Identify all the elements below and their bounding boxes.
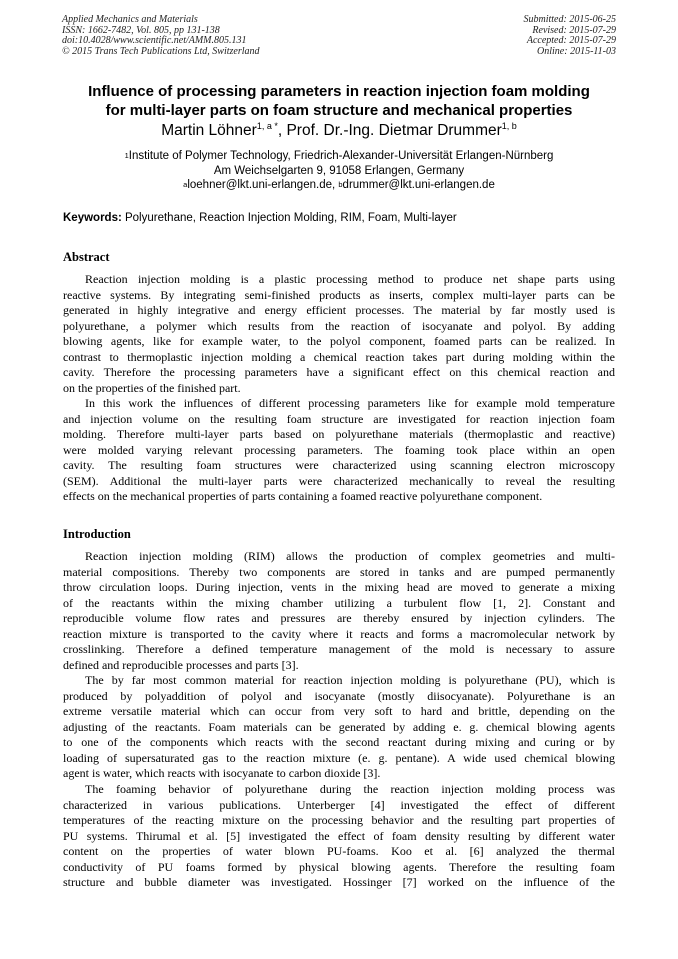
text-line: PU systems. Thirumal et al. [5] investigated the effect of foam density resulting by different water bbox=[63, 828, 615, 843]
abstract-paragraph-1 bbox=[63, 272, 615, 396]
text-line: agent is water, which reacts with isocyanate to carbon dioxide [3]. bbox=[63, 766, 381, 780]
date-submitted: Submitted: 2015-06-25 bbox=[523, 14, 616, 25]
email-mark-b: b bbox=[338, 180, 343, 189]
text-line: reaction mixture is transported to the cavity where it reacts and forms a macromolecular network by bbox=[63, 626, 615, 641]
affiliation-institute: Institute of Polymer Technology, Friedrich-Alexander-Universität Erlangen-Nürnberg bbox=[128, 150, 554, 162]
author-2-affiliation-mark: 1, b bbox=[501, 121, 517, 131]
text-line: were molded varying relevant processing parameters. The foaming took place within an open bbox=[63, 442, 615, 457]
text-line: reactive systems. By integrating semi-finished products as inserts, complex multi-layer parts can be bbox=[63, 287, 615, 302]
author-separator: , bbox=[277, 122, 287, 139]
text-line: throw circulation loops. During injection, vents in the mixing head are moved to generate a mixing bbox=[63, 580, 615, 594]
text-line: Reaction injection molding is a plastic processing method to produce net shape parts using bbox=[85, 272, 615, 286]
text-line: effects on the mechanical properties of parts containing a foamed reactive polyurethane component. bbox=[63, 489, 543, 503]
keywords-line bbox=[63, 212, 457, 224]
date-online: Online: 2015-11-03 bbox=[537, 45, 616, 57]
text-line: generated in highly integrative and energy efficient processes. The material by far mostly used is bbox=[63, 303, 615, 317]
affiliation-institute-line bbox=[40, 149, 638, 164]
text-line: cavity. Therefore the processing parameters have a significant effect on this chemical reaction and bbox=[63, 365, 615, 379]
text-line: defined and reproducible processes and parts [3]. bbox=[63, 657, 299, 672]
text-line: loading of supersaturated gas to the reaction mixture (e. g. pentane). A wide used chemical blowing bbox=[63, 750, 615, 765]
introduction-heading: Introduction bbox=[63, 527, 131, 541]
text-line: crosslinking. Therefore a defined temperature management of the mold is necessary to assure bbox=[63, 642, 615, 656]
text-line: adjusting of the reactants. Foam materials can be generated by adding e. g. chemical blowing agents bbox=[63, 719, 615, 734]
email-author-1: loehner@lkt.uni-erlangen.de, bbox=[187, 179, 339, 191]
text-line: and injection volume on the resulting foam structure are investigated for reaction injection foam bbox=[63, 411, 615, 426]
text-line: The foaming behavior of polyurethane during the reaction injection molding process was bbox=[85, 782, 615, 796]
text-line: to one of the components which reacts with the second reactant during mixing and curing or by bbox=[63, 735, 615, 749]
text-line: Reaction injection molding (RIM) allows the production of complex geometries and multi- bbox=[85, 549, 615, 563]
text-line: reproducible volume flow rates and pressures are thereby ensured by injection cylinders. The bbox=[63, 611, 615, 625]
email-mark-a: a bbox=[183, 180, 188, 189]
introduction-paragraph-3 bbox=[63, 782, 615, 891]
text-line: conductivity of PU foams formed by physical blowing agents. Therefore the resulting foam bbox=[63, 859, 615, 874]
text-line: material compositions. Thereby two components are stored in tanks and are pumped permanently bbox=[63, 564, 615, 579]
author-1: Martin Löhner bbox=[161, 122, 257, 139]
affiliation-emails bbox=[40, 178, 638, 193]
journal-copyright: © 2015 Trans Tech Publications Ltd, Switzerland bbox=[62, 45, 260, 57]
date-revised: Revised: 2015-07-29 bbox=[532, 24, 616, 36]
email-author-2: drummer@lkt.uni-erlangen.de bbox=[342, 179, 495, 191]
journal-name: Applied Mechanics and Materials bbox=[62, 14, 198, 25]
text-line: The by far most common material for reaction injection molding is polyurethane (PU), which is bbox=[85, 673, 615, 687]
journal-issn: ISSN: 1662-7482, Vol. 805, pp 131-138 bbox=[62, 24, 220, 36]
text-line: content on the properties of water blown PU-foams. Koo et al. [6] analyzed the thermal bbox=[63, 844, 615, 858]
text-line: molding. Therefore multi-layer parts based on polyurethane materials (thermoplastic and reactive) bbox=[63, 427, 615, 441]
affiliation-block bbox=[40, 149, 638, 193]
text-line: In this work the influences of different processing parameters like for example mold temperature bbox=[85, 396, 615, 410]
introduction-paragraph-1 bbox=[63, 549, 615, 673]
introduction-paragraph-2 bbox=[63, 673, 615, 782]
abstract-heading: Abstract bbox=[63, 250, 110, 264]
text-line: produced by polyaddition of polyol and isocyanate (mostly diisocyanate). Polyurethane is an bbox=[63, 688, 615, 703]
journal-doi: doi:10.4028/www.scientific.net/AMM.805.131 bbox=[62, 35, 247, 47]
affiliation-address: Am Weichselgarten 9, 91058 Erlangen, Germany bbox=[213, 164, 465, 177]
text-line: characterized in various publications. Unterberger [4] investigated the effect of different bbox=[63, 797, 615, 812]
keywords-text: Polyurethane, Reaction Injection Molding, RIM, Foam, Multi-layer bbox=[121, 212, 457, 224]
text-line: polyurethane, a polymer which results from the reaction of isocyanate and polyol. By adding bbox=[63, 318, 615, 333]
text-line: cavity. The resulting foam structures were characterized using scanning electron microscopy bbox=[63, 458, 615, 472]
text-line: temperatures of the reacting mixture on the processing behavior and the resulting part properties of bbox=[63, 813, 615, 827]
text-line: of the reactants within the mixing chamber utilizing a turbulent flow [1, 2]. Constant and bbox=[63, 595, 615, 610]
author-list bbox=[40, 122, 638, 140]
submission-dates bbox=[524, 15, 617, 57]
author-2: Prof. Dr.-Ing. Dietmar Drummer bbox=[286, 122, 502, 139]
affiliation-mark-1: 1 bbox=[124, 151, 129, 160]
keywords-label: Keywords: bbox=[63, 212, 122, 224]
date-accepted: Accepted: 2015-07-29 bbox=[526, 35, 616, 47]
text-line: contrast to thermoplastic injection molding a chemical reaction takes part during molding within the bbox=[63, 349, 615, 364]
paper-title bbox=[40, 82, 638, 120]
text-line: on the properties of the finished part. bbox=[63, 380, 241, 395]
journal-info bbox=[62, 15, 260, 57]
text-line: extreme versatile material which can occur from very soft to hard and brittle, depending on the bbox=[63, 704, 615, 718]
abstract-paragraph-2 bbox=[63, 396, 615, 505]
text-line: (SEM). Additional the multi-layer parts were characterized mechanically to reveal the resulting bbox=[63, 473, 615, 488]
text-line: structure and bubble diameter was investigated. Hossinger [7] worked on the influence of the bbox=[63, 875, 615, 889]
text-line: blowing agents, like for example water, to the polyol component, foamed parts can be realized. In bbox=[63, 334, 615, 348]
title-line-2: for multi-layer parts on foam structure and mechanical properties bbox=[105, 102, 573, 119]
title-line-1: Influence of processing parameters in reaction injection foam molding bbox=[88, 83, 590, 100]
author-1-affiliation-mark: 1, a * bbox=[256, 121, 278, 131]
